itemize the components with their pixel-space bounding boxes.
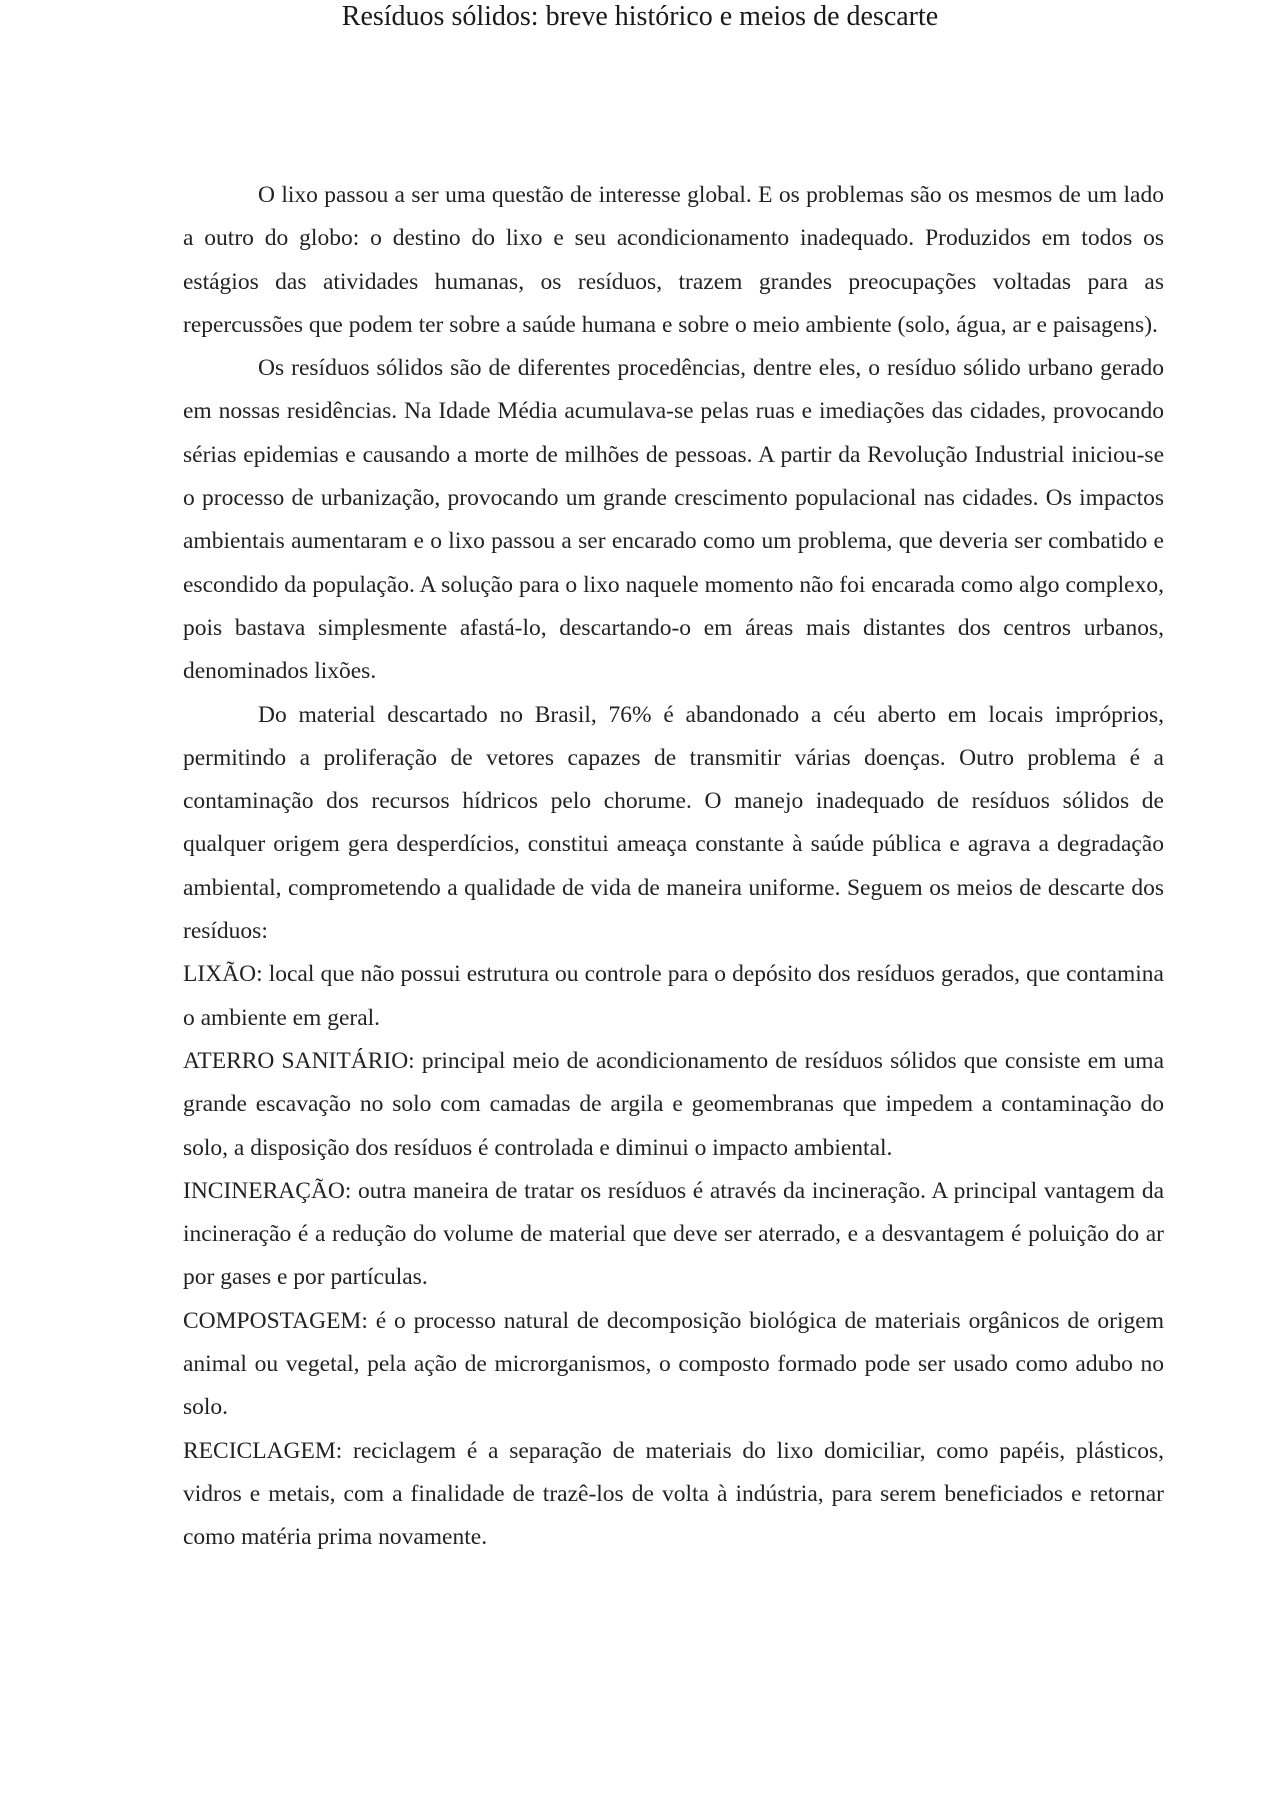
item-aterro-sanitario: ATERRO SANITÁRIO: principal meio de acondicionamento de resíduos sólidos que consiste em uma grande escavação no solo com camadas de argila e geomembranas que impedem a contaminação do solo, a disposição dos resíduos é controlada e diminui o impacto ambiental. xyxy=(183,1047,1164,1161)
item-compostagem: COMPOSTAGEM: é o processo natural de decomposição biológica de materiais orgânicos de origem animal ou vegetal, pela ação de microrganismos, o composto formado pode ser usado como adubo no solo. xyxy=(183,1307,1164,1421)
item-reciclagem: RECICLAGEM: reciclagem é a separação de materiais do lixo domiciliar, como papéis, plásticos, vidros e metais, com a finalidade de trazê-los de volta à indústria, para serem beneficiados e retornar como matéria prima novamente. xyxy=(183,1437,1164,1551)
paragraph-brazil: Do material descartado no Brasil, 76% é abandonado a céu aberto em locais impróprios, permitindo a proliferação de vetores capazes de transmitir várias doenças. Outro problema é a contaminação dos recursos hídricos pelo chorume. O manejo inadequado de resíduos sólidos de qualquer origem gera desperdícios, constitui ameaça constante à saúde pública e agrava a degradação ambiental, comprometendo a qualidade de vida de maneira uniforme. Seguem os meios de descarte dos resíduos: xyxy=(183,701,1164,945)
document-body xyxy=(183,174,1164,1560)
paragraph-intro: O lixo passou a ser uma questão de interesse global. E os problemas são os mesmos de um lado a outro do globo: o destino do lixo e seu acondicionamento inadequado. Produzidos em todos os estágios das atividades humanas, os resíduos, trazem grandes preocupações voltadas para as repercussões que podem ter sobre a saúde humana e sobre o meio ambiente (solo, água, ar e paisagens). xyxy=(183,182,1164,338)
item-incineracao: INCINERAÇÃO: outra maneira de tratar os resíduos é através da incineração. A principal vantagem da incineração é a redução do volume de material que deve ser aterrado, e a desvantagem é poluição do ar por gases e por partículas. xyxy=(183,1177,1164,1291)
paragraph-history: Os resíduos sólidos são de diferentes procedências, dentre eles, o resíduo sólido urbano gerado em nossas residências. Na Idade Média acumulava-se pelas ruas e imediações das cidades, provocando sérias epidemias e causando a morte de milhões de pessoas. A partir da Revolução Industrial iniciou-se o processo de urbanização, provocando um grande crescimento populacional nas cidades. Os impactos ambientais aumentaram e o lixo passou a ser encarado como um problema, que deveria ser combatido e escondido da população. A solução para o lixo naquele momento não foi encarada como algo complexo, pois bastava simplesmente afastá-lo, descartando-o em áreas mais distantes dos centros urbanos, denominados lixões. xyxy=(183,355,1164,685)
document-title: Resíduos sólidos: breve histórico e meios de descarte xyxy=(341,1,939,32)
item-lixao: LIXÃO: local que não possui estrutura ou controle para o depósito dos resíduos gerados, que contamina o ambiente em geral. xyxy=(183,961,1164,1031)
